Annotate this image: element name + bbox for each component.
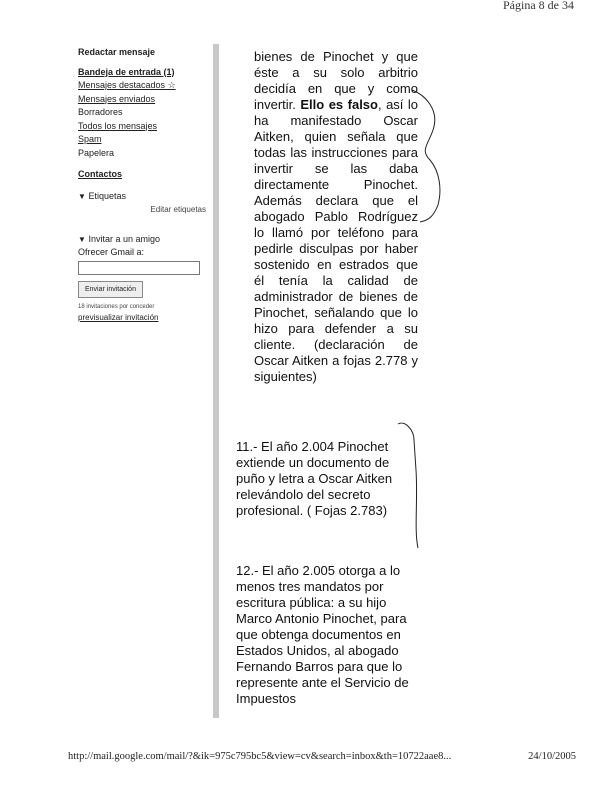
trash-link[interactable]: Papelera [78, 147, 115, 158]
triangle-down-icon: ▼ [78, 234, 86, 244]
triangle-down-icon: ▼ [78, 191, 86, 201]
emphasis-text: Ello es falso [300, 97, 378, 112]
star-icon: ☆ [167, 80, 176, 90]
paragraph-start: bienes de Pinochet y que éste a su solo arbitrio decidía en que y como invertir. [254, 49, 418, 112]
preview-invite-link[interactable]: previsualizar invitación [78, 313, 159, 322]
margin-bracket-top [412, 90, 440, 222]
paragraph-rest: , así lo ha manifestado Oscar Aitken, quien señala que todas las instrucciones para invertir se las daba directamente Pinochet. Además declara que el abogado Pablo Rodríguez lo llamó por teléfono para pedirle disculpas por haber sostenido en estrados que él tenía la calidad de administrador de bienes de Pinochet, señalando que lo hizo para defender a su cliente. (declaración de Oscar Aitken a fojas 2.778 y siguientes) [254, 97, 419, 384]
footer-date: 24/10/2005 [528, 751, 576, 762]
spam-link[interactable]: Spam [78, 134, 102, 144]
contacts-link[interactable]: Contactos [78, 169, 123, 179]
all-mail-link[interactable]: Todos los mensajes [78, 120, 158, 131]
invites-remaining-text: 18 invitaciones por conceder [78, 304, 155, 310]
page-number: Página 8 de 34 [503, 0, 574, 12]
compose-link[interactable]: Redactar mensaje [78, 47, 156, 57]
footer-url: http://mail.google.com/mail/?&ik=975c795bc5&view=cv&search=inbox&th=10722aae8... [68, 751, 452, 762]
sent-link[interactable]: Mensajes enviados [78, 93, 156, 104]
drafts-link[interactable]: Borradores [78, 107, 123, 117]
edit-labels-link[interactable]: Editar etiquetas [150, 205, 206, 214]
print-footer [68, 751, 588, 762]
labels-label: Etiquetas [88, 190, 126, 201]
item-11-paragraph: 11.- El año 2.004 Pinochet extiende un documento de puño y letra a Oscar Aitken relevándolo del secreto profesional. ( Fojas 2.783) [236, 439, 393, 518]
invite-label: Invitar a un amigo [88, 233, 160, 244]
starred-label: Mensajes destacados [78, 80, 166, 90]
inbox-link[interactable]: Bandeja de entrada (1) [78, 66, 175, 77]
offer-gmail-label: Ofrecer Gmail a: [78, 247, 145, 257]
item-12-paragraph: 12.- El año 2.005 otorga a lo menos tres mandatos por escritura pública: a su hijo Marco Antonio Pinochet, para que obtenga documentos en Estados Unidos, al abogado Fernando Barros para que lo represente ante el Servicio de Impuestos [236, 563, 409, 706]
send-invite-button[interactable]: Enviar invitación [78, 281, 143, 299]
margin-bracket-middle [398, 423, 418, 548]
